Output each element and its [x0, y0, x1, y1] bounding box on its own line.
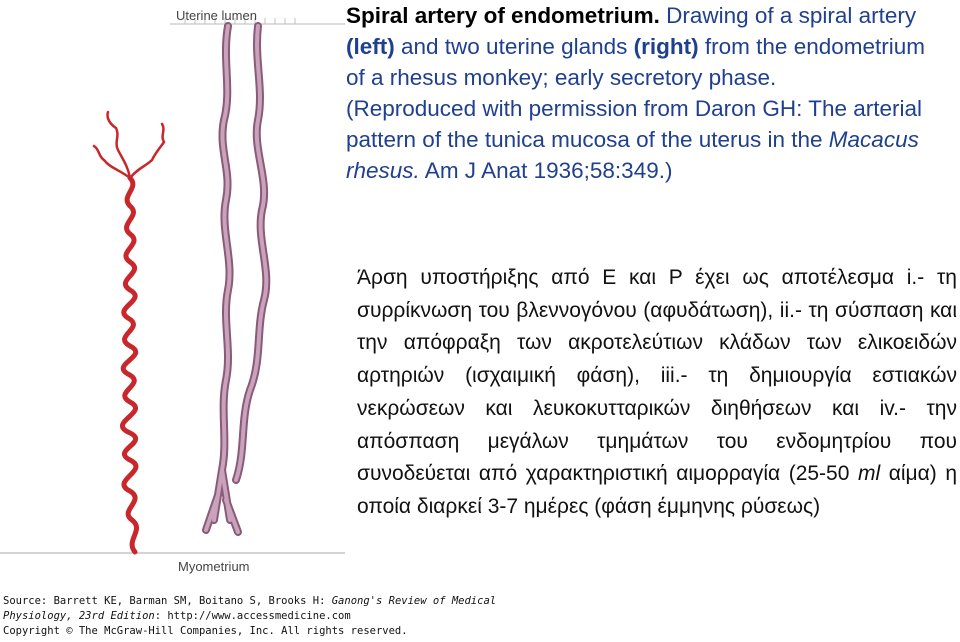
- figure-caption: [346, 0, 946, 186]
- greek-paragraph: [357, 262, 957, 524]
- caption-right: (right): [633, 34, 699, 59]
- greek-ml: ml: [857, 462, 881, 486]
- label-uterine-lumen: Uterine lumen: [176, 8, 257, 23]
- caption-left: (left): [346, 34, 395, 59]
- spiral-artery: [122, 178, 136, 552]
- caption-text-3: from the endometrium of a rhesus monkey; early secretory phase.: [346, 34, 925, 90]
- caption-text-2: and two uterine glands: [394, 34, 634, 59]
- figure-illustration: [0, 0, 345, 590]
- source-citation: [3, 594, 523, 624]
- source-pre: Source: Barrett KE, Barman SM, Boitano S, Brooks H:: [3, 595, 332, 607]
- label-myometrium: Myometrium: [178, 559, 250, 574]
- greek-text-2: αίμα) η οποία διαρκεί 3-7 ημέρες (φάση έμμηνης ρύσεως): [357, 462, 957, 518]
- caption-title: Spiral artery of endometrium.: [346, 3, 660, 28]
- source-post: : http://www.accessmedicine.com: [154, 610, 351, 622]
- copyright-notice: Copyright © The McGraw-Hill Companies, Inc. All rights reserved.: [3, 625, 408, 637]
- artery-terminal-branches: [94, 112, 164, 178]
- figure: [0, 0, 345, 590]
- caption-repro-post: Am J Anat 1936;58:349.): [419, 158, 673, 183]
- caption-repro-pre: (Reproduced with permission from Daron GH: The arterial pattern of the tunica mucosa of the uterus in the: [346, 96, 923, 152]
- source-book-title: Ganong's Review of Medical Physiology, 23rd Edition: [3, 595, 497, 622]
- greek-text-1: Άρση υποστήριξης από E και P έχει ως αποτέλεσμα i.- τη συρρίκνωση του βλεννογόνου (αφυδάτωση), ii.- τη σύσπαση και την απόφραξη των ακροτελεύτιων κλάδων των ελικοειδών αρτηριών (ισχαιμική φάση), iii.- τη δημιουργία εστιακών νεκρώσεων και λευκοκυτταρικών διηθήσεων και iv.- την απόσπαση μεγάλων τμημάτων του ενδομητρίου που συνοδεύεται από χαρακτηριστική αιμορραγία (25-50: [357, 266, 957, 486]
- caption-text-1: Drawing of a spiral artery: [659, 3, 917, 28]
- caption-repro-italic: Macacus rhesus.: [346, 127, 919, 183]
